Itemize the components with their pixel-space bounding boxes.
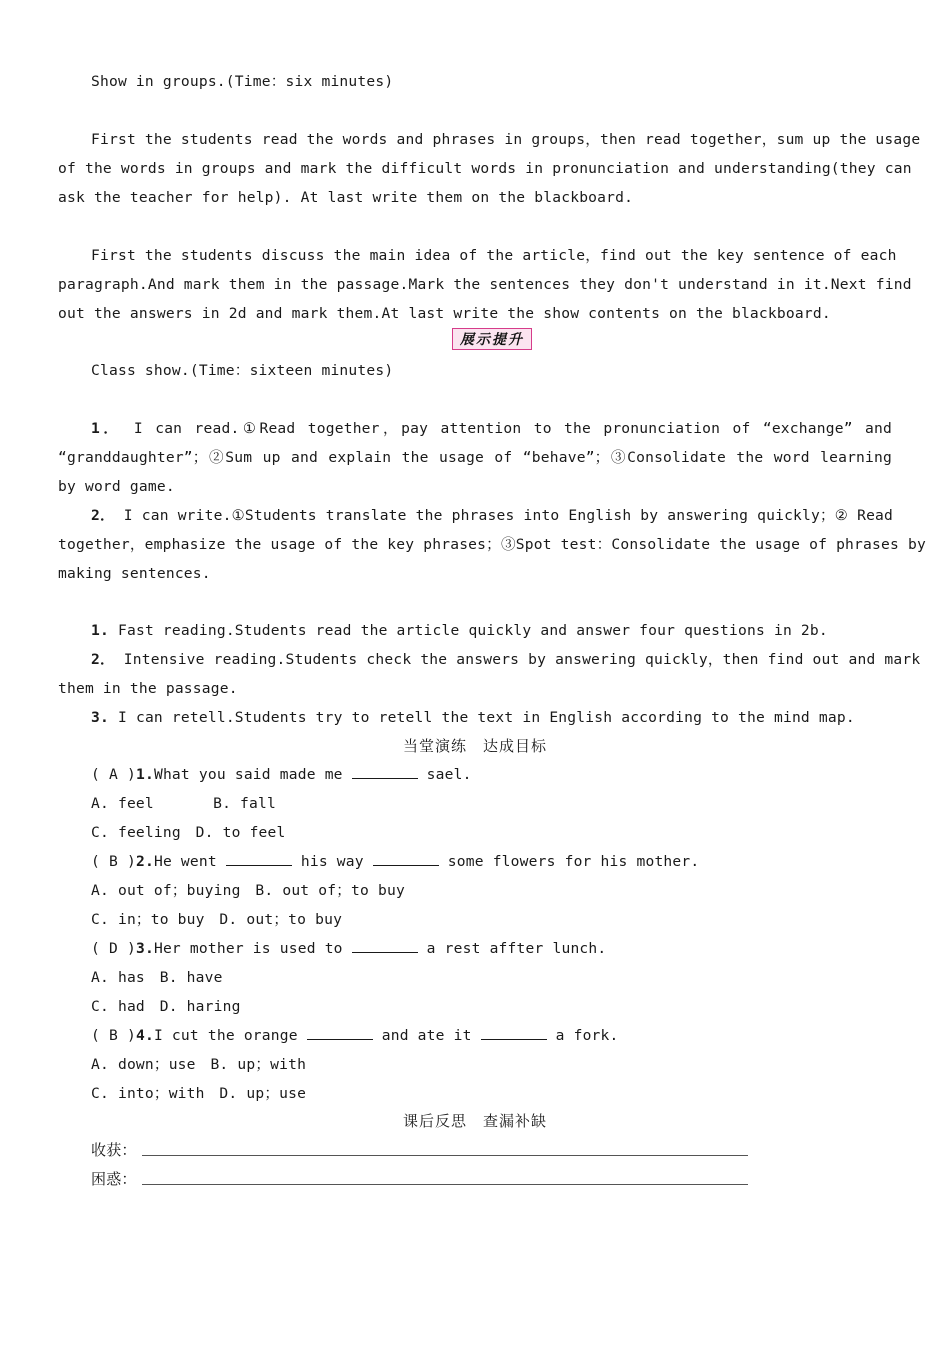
show-item-2-line-3: making sentences.	[58, 565, 211, 582]
question-number: 3.	[135, 940, 154, 957]
question-3: ( D )3.Her mother is used to a rest affter lunch.	[91, 940, 607, 957]
item-text: I can read.①Read together，pay attention to the pronunciation of “exchange” and	[133, 420, 892, 437]
question-4: ( B )4.I cut the orange and ate it a fork.	[91, 1027, 619, 1044]
item-text: Intensive reading.Students check the answers by answering quickly，then find out and mark	[123, 651, 921, 668]
answer: D	[108, 940, 118, 957]
answer-blank	[352, 939, 418, 953]
item-text: Fast reading.Students read the article quickly and answer four questions in 2b.	[117, 622, 828, 639]
item-number: 2．	[91, 651, 115, 668]
q2-options-1: A. out of；buying B. out of；to buy	[91, 882, 405, 899]
p1-line-1: First the students read the words and phrases in groups，then read together，sum up the usage	[91, 131, 921, 148]
question-text: his way	[300, 853, 364, 870]
class-show-text: Class show.(Time：sixteen minutes)	[91, 362, 394, 379]
show-item-1-line-1	[58, 419, 892, 439]
answer-blank	[307, 1026, 373, 1040]
question-2: ( B )2.He went his way some flowers for his mother.	[91, 853, 700, 870]
q4-options-1: A. down；use B. up；with	[91, 1056, 307, 1073]
question-text: a fork.	[555, 1027, 619, 1044]
q1-options-2: C. feeling D. to feel	[91, 824, 286, 841]
question-text: and ate it	[381, 1027, 472, 1044]
show-item-1-line-2: “granddaughter”；②Sum up and explain the usage of “behave”；③Consolidate the word learning	[58, 449, 892, 466]
question-number: 2.	[135, 853, 154, 870]
answer-blank	[226, 852, 292, 866]
question-number: 1.	[135, 766, 154, 783]
question-text: a rest affter lunch.	[426, 940, 607, 957]
item-number: 3.	[91, 709, 109, 726]
p2-line-3: out the answers in 2d and mark them.At last write the show contents on the blackboard.	[58, 305, 831, 322]
answer: B	[108, 853, 118, 870]
reflection-title: 课后反思 查漏补缺	[402, 1112, 547, 1130]
gain-line	[142, 1155, 748, 1156]
answer: B	[108, 1027, 118, 1044]
show-item-1-line-3: by word game.	[58, 478, 175, 495]
q3-options-2: C. had D. haring	[91, 998, 241, 1015]
reading-item-2-line-1	[58, 650, 921, 670]
question-text: What you said made me	[153, 766, 343, 783]
question-text: I cut the orange	[153, 1027, 298, 1044]
question-1: ( A )1.What you said made me sael.	[91, 766, 472, 783]
answer-blank	[373, 852, 439, 866]
p2-line-1: First the students discuss the main idea of the article，find out the key sentence of each	[91, 247, 897, 264]
show-item-2-line-1	[58, 506, 892, 526]
confusion-label: 困惑：	[91, 1170, 137, 1188]
gain-label: 收获：	[91, 1141, 137, 1159]
answer-blank	[481, 1026, 547, 1040]
answer-blank	[352, 765, 418, 779]
question-text: sael.	[426, 766, 472, 783]
q1-options-1: A. feel B. fall	[91, 795, 276, 812]
q4-options-2: C. into；with D. up；use	[91, 1085, 307, 1102]
item-number: 1．	[91, 420, 122, 437]
p2-line-2: paragraph.And mark them in the passage.Mark the sentences they don't understand in it.Next find	[58, 276, 912, 293]
item-text: I can retell.Students try to retell the text in English according to the mind map.	[117, 709, 855, 726]
item-number: 1.	[91, 622, 109, 639]
reading-item-3	[58, 708, 892, 728]
question-text: Her mother is used to	[153, 940, 343, 957]
question-text: some flowers for his mother.	[447, 853, 700, 870]
question-text: He went	[153, 853, 217, 870]
show-item-2-line-2: together，emphasize the usage of the key phrases；③Spot test：Consolidate the usage of phrases by	[58, 536, 926, 553]
q3-options-1: A. has B. have	[91, 969, 223, 986]
show-improve-badge: 展示提升	[452, 328, 532, 350]
show-groups-text: Show in groups.(Time：six minutes)	[91, 73, 394, 90]
p1-line-3: ask the teacher for help). At last write them on the blackboard.	[58, 189, 634, 206]
answer: A	[108, 766, 118, 783]
question-number: 4.	[135, 1027, 154, 1044]
item-number: 2．	[91, 507, 115, 524]
q2-options-2: C. in；to buy D. out；to buy	[91, 911, 343, 928]
reading-item-2-line-2: them in the passage.	[58, 680, 238, 697]
confusion-line	[142, 1184, 748, 1185]
p1-line-2: of the words in groups and mark the difficult words in pronunciation and understanding(they can	[58, 160, 912, 177]
practice-title: 当堂演练 达成目标	[402, 737, 547, 755]
reading-item-1	[58, 621, 892, 641]
item-text: I can write.①Students translate the phrases into English by answering quickly；② Read	[123, 507, 894, 524]
